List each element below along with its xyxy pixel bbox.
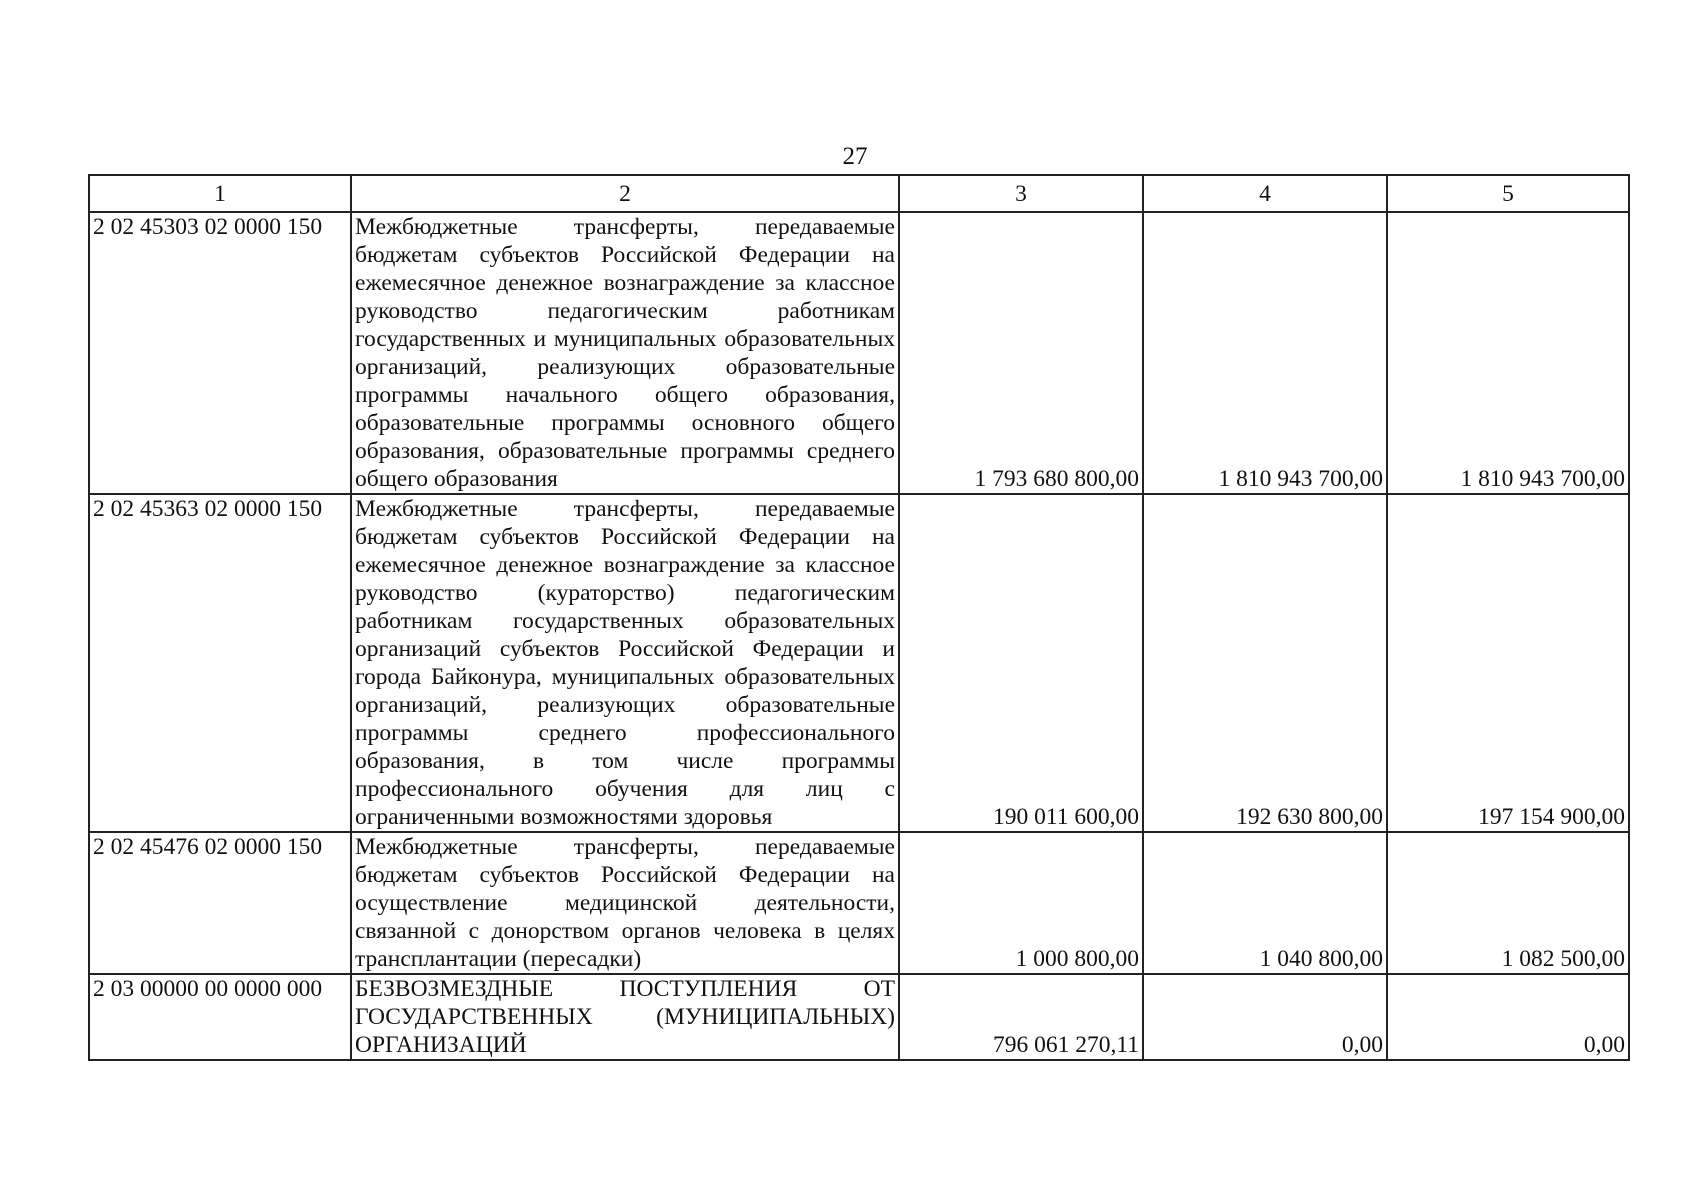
column-header-4: 4 (1143, 175, 1387, 212)
amount-col4-cell: 1 810 943 700,00 (1143, 212, 1387, 494)
description-cell: Межбюджетные трансферты, передаваемые бюджетам субъектов Российской Федерации на ежемесячное денежное вознаграждение за классное руководство (кураторство) педагогическим работникам государственных образовательных организаций субъектов Российской Федерации и города Байконура, муниципальных образовательных организаций, реализующих образовательные программы среднего профессионального образования, в том числе программы профессионального обучения для лиц с ограниченными возможностями здоровья (351, 494, 899, 832)
column-header-5: 5 (1387, 175, 1629, 212)
amount-col5-cell: 197 154 900,00 (1387, 494, 1629, 832)
budget-table (88, 174, 1630, 1061)
budget-code-cell: 2 02 45476 02 0000 150 (89, 832, 351, 974)
amount-col5-cell: 0,00 (1387, 974, 1629, 1060)
amount-col4-cell: 192 630 800,00 (1143, 494, 1387, 832)
table-header-row (89, 175, 1629, 212)
amount-col3-cell: 1 793 680 800,00 (899, 212, 1143, 494)
column-header-1: 1 (89, 175, 351, 212)
table-row (89, 832, 1629, 974)
column-header-2: 2 (351, 175, 899, 212)
amount-col3-cell: 1 000 800,00 (899, 832, 1143, 974)
description-cell: Межбюджетные трансферты, передаваемые бюджетам субъектов Российской Федерации на ежемесячное денежное вознаграждение за классное руководство педагогическим работникам государственных и муниципальных образовательных организаций, реализующих образовательные программы начального общего образования, образовательные программы основного общего образования, образовательные программы среднего общего образования (351, 212, 899, 494)
page-number: 27 (842, 143, 868, 170)
budget-code-cell: 2 03 00000 00 0000 000 (89, 974, 351, 1060)
amount-col4-cell: 1 040 800,00 (1143, 832, 1387, 974)
table-row (89, 212, 1629, 494)
amount-col5-cell: 1 082 500,00 (1387, 832, 1629, 974)
description-cell: БЕЗВОЗМЕЗДНЫЕ ПОСТУПЛЕНИЯ ОТ ГОСУДАРСТВЕННЫХ (МУНИЦИПАЛЬНЫХ) ОРГАНИЗАЦИЙ (351, 974, 899, 1060)
budget-code-cell: 2 02 45303 02 0000 150 (89, 212, 351, 494)
budget-code-cell: 2 02 45363 02 0000 150 (89, 494, 351, 832)
table-row (89, 974, 1629, 1060)
amount-col5-cell: 1 810 943 700,00 (1387, 212, 1629, 494)
column-header-3: 3 (899, 175, 1143, 212)
amount-col4-cell: 0,00 (1143, 974, 1387, 1060)
table-row (89, 494, 1629, 832)
amount-col3-cell: 190 011 600,00 (899, 494, 1143, 832)
amount-col3-cell: 796 061 270,11 (899, 974, 1143, 1060)
description-cell: Межбюджетные трансферты, передаваемые бюджетам субъектов Российской Федерации на осуществление медицинской деятельности, связанной с донорством органов человека в целях трансплантации (пересадки) (351, 832, 899, 974)
